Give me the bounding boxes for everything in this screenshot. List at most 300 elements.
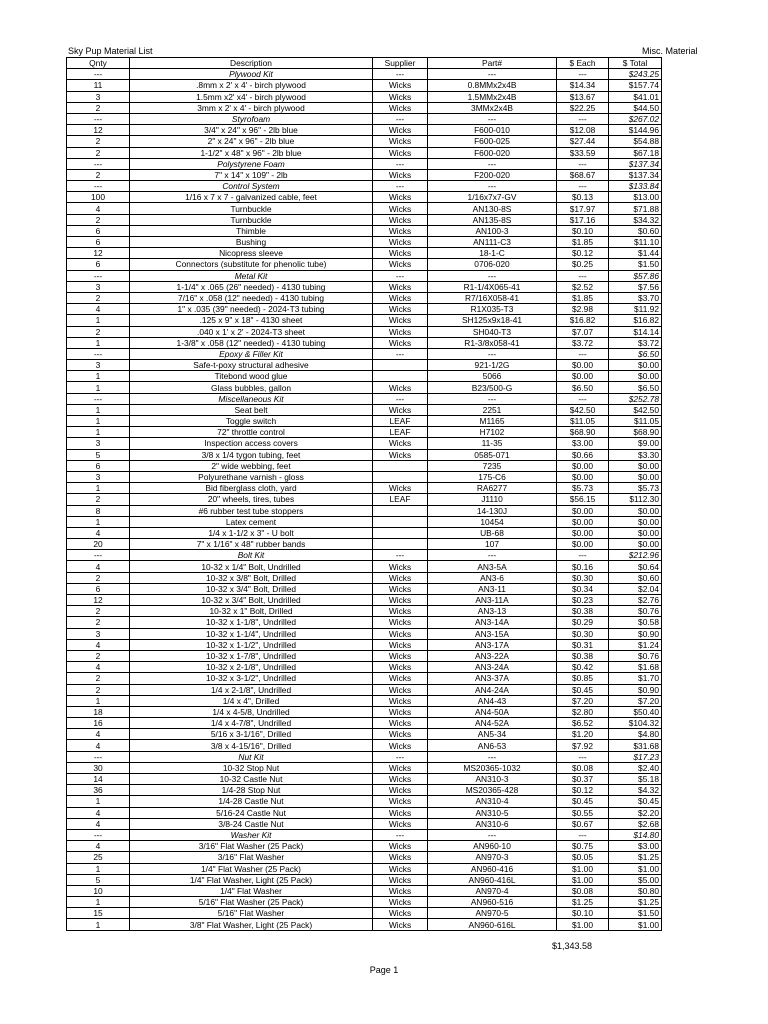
supplier-cell: Wicks xyxy=(373,673,428,684)
part-number-cell: AN970-3 xyxy=(428,852,557,863)
description-cell: 20" wheels, tires, tubes xyxy=(130,494,373,505)
total-cell: $1.00 xyxy=(609,919,662,930)
description-cell: Polyurethane varnish - gloss xyxy=(130,471,373,482)
table-row xyxy=(67,438,662,449)
supplier-cell: Wicks xyxy=(373,639,428,650)
qty-cell: 6 xyxy=(67,225,130,236)
supplier-cell: Wicks xyxy=(373,147,428,158)
total-cell: $1.25 xyxy=(609,897,662,908)
supplier-cell: Wicks xyxy=(373,774,428,785)
qty-cell: 4 xyxy=(67,203,130,214)
kit-header-row xyxy=(67,158,662,169)
table-row xyxy=(67,718,662,729)
unit-price-cell: $56.15 xyxy=(557,494,609,505)
description-cell: 10-32 Castle Nut xyxy=(130,774,373,785)
qty-cell: 1 xyxy=(67,371,130,382)
description-cell: 7" x 14" x 109" - 2lb xyxy=(130,169,373,180)
unit-price-cell: $27.44 xyxy=(557,136,609,147)
qty-cell: 30 xyxy=(67,762,130,773)
table-row xyxy=(67,561,662,572)
qty-cell: 2 xyxy=(67,673,130,684)
unit-price-cell: $17.16 xyxy=(557,214,609,225)
table-row xyxy=(67,852,662,863)
description-cell: Latex cement xyxy=(130,516,373,527)
qty-cell: 1 xyxy=(67,796,130,807)
unit-price-cell: $0.10 xyxy=(557,908,609,919)
supplier-cell: LEAF xyxy=(373,427,428,438)
supplier-cell: Wicks xyxy=(373,718,428,729)
table-row xyxy=(67,639,662,650)
qty-cell: --- xyxy=(67,393,130,404)
qty-cell: 12 xyxy=(67,248,130,259)
table-row xyxy=(67,460,662,471)
table-row xyxy=(67,404,662,415)
part-number-cell: AN310-5 xyxy=(428,807,557,818)
page-number: Page 1 xyxy=(369,965,399,975)
part-number-cell: AN4-43 xyxy=(428,695,557,706)
total-cell: $0.90 xyxy=(609,684,662,695)
description-cell: 10-32 x 3/8" Bolt, Drilled xyxy=(130,572,373,583)
part-number-cell: R1-3/8x058-41 xyxy=(428,337,557,348)
unit-price-cell: $5.73 xyxy=(557,483,609,494)
unit-price-cell: $0.00 xyxy=(557,516,609,527)
supplier-cell: Wicks xyxy=(373,919,428,930)
supplier-cell: Wicks xyxy=(373,706,428,717)
unit-price-cell: $0.00 xyxy=(557,539,609,550)
supplier-cell: Wicks xyxy=(373,572,428,583)
qty-cell: 1 xyxy=(67,516,130,527)
qty-cell: 18 xyxy=(67,706,130,717)
qty-cell: 1 xyxy=(67,483,130,494)
column-header-total: $ Total xyxy=(609,58,662,69)
total-cell: $0.80 xyxy=(609,885,662,896)
total-cell: $5.73 xyxy=(609,483,662,494)
supplier-cell: Wicks xyxy=(373,695,428,706)
table-row xyxy=(67,494,662,505)
part-number-cell: AN3-17A xyxy=(428,639,557,650)
qty-cell: 12 xyxy=(67,125,130,136)
table-row xyxy=(67,908,662,919)
table-row xyxy=(67,863,662,874)
part-number-cell: AN6-53 xyxy=(428,740,557,751)
supplier-cell: Wicks xyxy=(373,192,428,203)
unit-price-cell: $0.00 xyxy=(557,471,609,482)
table-row xyxy=(67,919,662,930)
description-cell: 10-32 x 1-1/2", Undrilled xyxy=(130,639,373,650)
total-cell: $1.25 xyxy=(609,852,662,863)
qty-cell: 6 xyxy=(67,237,130,248)
qty-cell: 11 xyxy=(67,80,130,91)
total-cell: $0.00 xyxy=(609,460,662,471)
qty-cell: 3 xyxy=(67,360,130,371)
total-cell: $11.92 xyxy=(609,304,662,315)
qty-cell: --- xyxy=(67,270,130,281)
unit-price-cell: $0.38 xyxy=(557,650,609,661)
qty-cell: 6 xyxy=(67,259,130,270)
qty-cell: 4 xyxy=(67,561,130,572)
table-row xyxy=(67,684,662,695)
table-row xyxy=(67,673,662,684)
qty-cell: 4 xyxy=(67,807,130,818)
description-cell: 7" x 1/16" x 48" rubber bands xyxy=(130,539,373,550)
kit-header-row xyxy=(67,751,662,762)
part-number-cell: AN4-24A xyxy=(428,684,557,695)
description-cell: 1-3/8" x .058 (12" needed) - 4130 tubing xyxy=(130,337,373,348)
unit-price-cell: $3.72 xyxy=(557,337,609,348)
description-cell: Toggle switch xyxy=(130,416,373,427)
description-cell: 1/16 x 7 x 7 - galvanized cable, feet xyxy=(130,192,373,203)
kit-header-row xyxy=(67,113,662,124)
total-cell: $50.40 xyxy=(609,706,662,717)
supplier-cell: Wicks xyxy=(373,606,428,617)
description-cell: 10-32 Stop Nut xyxy=(130,762,373,773)
table-row xyxy=(67,818,662,829)
part-number-cell: R1-1/4X065-41 xyxy=(428,281,557,292)
qty-cell: 2 xyxy=(67,326,130,337)
description-cell: 3mm x 2' x 4' - birch plywood xyxy=(130,102,373,113)
qty-cell: 2 xyxy=(67,102,130,113)
supplier-cell: --- xyxy=(373,69,428,80)
unit-price-cell: $2.80 xyxy=(557,706,609,717)
supplier-cell: Wicks xyxy=(373,617,428,628)
description-cell: 1/4 x 4-5/8, Undrilled xyxy=(130,706,373,717)
description-cell: Epoxy & Filler Kit xyxy=(130,348,373,359)
qty-cell: --- xyxy=(67,69,130,80)
qty-cell: 2 xyxy=(67,617,130,628)
qty-cell: 1 xyxy=(67,404,130,415)
table-row xyxy=(67,371,662,382)
part-number-cell: AN3-37A xyxy=(428,673,557,684)
description-cell: Control System xyxy=(130,181,373,192)
unit-price-cell: $33.59 xyxy=(557,147,609,158)
qty-cell: --- xyxy=(67,348,130,359)
table-row xyxy=(67,315,662,326)
unit-price-cell: --- xyxy=(557,550,609,561)
table-row xyxy=(67,304,662,315)
description-cell: 1.5mm x2' x4' - birch plywood xyxy=(130,91,373,102)
qty-cell: 4 xyxy=(67,304,130,315)
description-cell: #6 rubber test tube stoppers xyxy=(130,505,373,516)
part-number-cell: --- xyxy=(428,181,557,192)
column-header-part: Part# xyxy=(428,58,557,69)
part-number-cell: 5066 xyxy=(428,371,557,382)
total-cell: $1.70 xyxy=(609,673,662,684)
total-cell: $2.40 xyxy=(609,762,662,773)
supplier-cell: --- xyxy=(373,158,428,169)
total-cell: $0.64 xyxy=(609,561,662,572)
supplier-cell: --- xyxy=(373,751,428,762)
description-cell: .8mm x 2' x 4' - birch plywood xyxy=(130,80,373,91)
description-cell: 3/8 x 4-15/16", Drilled xyxy=(130,740,373,751)
column-header-each: $ Each xyxy=(557,58,609,69)
table-row xyxy=(67,169,662,180)
unit-price-cell: $1.85 xyxy=(557,292,609,303)
description-cell: Seat belt xyxy=(130,404,373,415)
table-row xyxy=(67,237,662,248)
part-number-cell: --- xyxy=(428,829,557,840)
description-cell: .040 x 1' x 2' - 2024-T3 sheet xyxy=(130,326,373,337)
part-number-cell: AN960-416 xyxy=(428,863,557,874)
supplier-cell xyxy=(373,516,428,527)
qty-cell: 3 xyxy=(67,91,130,102)
unit-price-cell: --- xyxy=(557,348,609,359)
part-number-cell: AN3-5A xyxy=(428,561,557,572)
qty-cell: --- xyxy=(67,550,130,561)
supplier-cell: --- xyxy=(373,393,428,404)
table-row xyxy=(67,785,662,796)
description-cell: Styrofoam xyxy=(130,113,373,124)
supplier-cell: Wicks xyxy=(373,315,428,326)
total-cell: $243.25 xyxy=(609,69,662,80)
total-cell: $4.32 xyxy=(609,785,662,796)
qty-cell: 2 xyxy=(67,684,130,695)
part-number-cell: 10454 xyxy=(428,516,557,527)
total-cell: $144.96 xyxy=(609,125,662,136)
part-number-cell: SH125x9x18-41 xyxy=(428,315,557,326)
part-number-cell: 107 xyxy=(428,539,557,550)
qty-cell: 1 xyxy=(67,897,130,908)
unit-price-cell: $0.30 xyxy=(557,628,609,639)
unit-price-cell: $0.00 xyxy=(557,360,609,371)
unit-price-cell: --- xyxy=(557,113,609,124)
unit-price-cell: $0.00 xyxy=(557,505,609,516)
supplier-cell: Wicks xyxy=(373,729,428,740)
description-cell: 10-32 x 1-1/8", Undrilled xyxy=(130,617,373,628)
table-row xyxy=(67,225,662,236)
supplier-cell: Wicks xyxy=(373,874,428,885)
description-cell: 3/8-24 Castle Nut xyxy=(130,818,373,829)
supplier-cell: Wicks xyxy=(373,337,428,348)
part-number-cell: 175-C6 xyxy=(428,471,557,482)
total-cell: $0.00 xyxy=(609,360,662,371)
unit-price-cell: $7.20 xyxy=(557,695,609,706)
part-number-cell: 1.5MMx2x4B xyxy=(428,91,557,102)
table-row xyxy=(67,572,662,583)
qty-cell: 1 xyxy=(67,315,130,326)
table-row xyxy=(67,281,662,292)
supplier-cell: Wicks xyxy=(373,483,428,494)
supplier-cell: Wicks xyxy=(373,449,428,460)
total-cell: $54.88 xyxy=(609,136,662,147)
unit-price-cell: $22.25 xyxy=(557,102,609,113)
unit-price-cell: $6.50 xyxy=(557,382,609,393)
table-row xyxy=(67,505,662,516)
part-number-cell: AN4-50A xyxy=(428,706,557,717)
supplier-cell: LEAF xyxy=(373,416,428,427)
supplier-cell: Wicks xyxy=(373,136,428,147)
total-cell: $133.84 xyxy=(609,181,662,192)
qty-cell: 2 xyxy=(67,494,130,505)
supplier-cell: Wicks xyxy=(373,438,428,449)
supplier-cell: Wicks xyxy=(373,561,428,572)
total-cell: $3.30 xyxy=(609,449,662,460)
description-cell: 3/16" Flat Washer (25 Pack) xyxy=(130,841,373,852)
qty-cell: 2 xyxy=(67,292,130,303)
unit-price-cell: $12.08 xyxy=(557,125,609,136)
description-cell: 1-1/4" x .065 (26" needed) - 4130 tubing xyxy=(130,281,373,292)
description-cell: 1/4-28 Castle Nut xyxy=(130,796,373,807)
unit-price-cell: --- xyxy=(557,829,609,840)
unit-price-cell: $0.23 xyxy=(557,595,609,606)
table-row xyxy=(67,80,662,91)
description-cell: Nut Kit xyxy=(130,751,373,762)
unit-price-cell: $0.10 xyxy=(557,225,609,236)
table-row xyxy=(67,102,662,113)
qty-cell: 20 xyxy=(67,539,130,550)
qty-cell: 8 xyxy=(67,505,130,516)
qty-cell: 4 xyxy=(67,818,130,829)
unit-price-cell: $6.52 xyxy=(557,718,609,729)
description-cell: Metal Kit xyxy=(130,270,373,281)
description-cell: Bolt Kit xyxy=(130,550,373,561)
total-cell: $0.00 xyxy=(609,527,662,538)
supplier-cell: Wicks xyxy=(373,583,428,594)
column-header-qnty: Qnty xyxy=(67,58,130,69)
unit-price-cell: $0.13 xyxy=(557,192,609,203)
supplier-cell xyxy=(373,505,428,516)
description-cell: 3/4" x 24" x 96" - 2lb blue xyxy=(130,125,373,136)
qty-cell: 3 xyxy=(67,281,130,292)
part-number-cell: 0.8MMx2x4B xyxy=(428,80,557,91)
kit-header-row xyxy=(67,393,662,404)
total-cell: $14.80 xyxy=(609,829,662,840)
unit-price-cell: $0.45 xyxy=(557,684,609,695)
qty-cell: 1 xyxy=(67,863,130,874)
description-cell: Plywood Kit xyxy=(130,69,373,80)
description-cell: 10-32 x 1/4" Bolt, Undrilled xyxy=(130,561,373,572)
unit-price-cell: $3.00 xyxy=(557,438,609,449)
qty-cell: 6 xyxy=(67,460,130,471)
qty-cell: 4 xyxy=(67,527,130,538)
part-number-cell: 921-1/2G xyxy=(428,360,557,371)
unit-price-cell: $1.25 xyxy=(557,897,609,908)
column-header-description: Description xyxy=(130,58,373,69)
part-number-cell: AN100-3 xyxy=(428,225,557,236)
unit-price-cell: $0.55 xyxy=(557,807,609,818)
table-row xyxy=(67,449,662,460)
total-cell: $157.74 xyxy=(609,80,662,91)
total-cell: $2.68 xyxy=(609,818,662,829)
part-number-cell: AN3-11 xyxy=(428,583,557,594)
unit-price-cell: $17.97 xyxy=(557,203,609,214)
part-number-cell: M1165 xyxy=(428,416,557,427)
description-cell: 1/4-28 Stop Nut xyxy=(130,785,373,796)
table-row xyxy=(67,248,662,259)
qty-cell: 4 xyxy=(67,841,130,852)
table-row xyxy=(67,416,662,427)
total-cell: $11.05 xyxy=(609,416,662,427)
table-row xyxy=(67,91,662,102)
qty-cell: 1 xyxy=(67,427,130,438)
total-cell: $44.50 xyxy=(609,102,662,113)
table-row xyxy=(67,706,662,717)
qty-cell: --- xyxy=(67,829,130,840)
description-cell: 1-1/2" x 48" x 96" - 2lb blue xyxy=(130,147,373,158)
table-row xyxy=(67,617,662,628)
supplier-cell: Wicks xyxy=(373,662,428,673)
unit-price-cell: $2.98 xyxy=(557,304,609,315)
qty-cell: 1 xyxy=(67,416,130,427)
qty-cell: 16 xyxy=(67,718,130,729)
supplier-cell: Wicks xyxy=(373,762,428,773)
total-cell: $267.02 xyxy=(609,113,662,124)
total-cell: $112.30 xyxy=(609,494,662,505)
qty-cell: 25 xyxy=(67,852,130,863)
supplier-cell: Wicks xyxy=(373,897,428,908)
part-number-cell: AN960-416L xyxy=(428,874,557,885)
part-number-cell: H7102 xyxy=(428,427,557,438)
part-number-cell: AN960-516 xyxy=(428,897,557,908)
unit-price-cell: $0.25 xyxy=(557,259,609,270)
total-cell: $0.76 xyxy=(609,650,662,661)
table-row xyxy=(67,125,662,136)
qty-cell: 10 xyxy=(67,885,130,896)
table-row xyxy=(67,382,662,393)
part-number-cell: 7235 xyxy=(428,460,557,471)
table-row xyxy=(67,650,662,661)
unit-price-cell: $0.08 xyxy=(557,762,609,773)
unit-price-cell: $1.00 xyxy=(557,919,609,930)
unit-price-cell: $68.90 xyxy=(557,427,609,438)
description-cell: 1/4 x 1-1/2 x 3" - U bolt xyxy=(130,527,373,538)
supplier-cell: Wicks xyxy=(373,304,428,315)
part-number-cell: AN3-6 xyxy=(428,572,557,583)
total-cell: $6.50 xyxy=(609,348,662,359)
part-number-cell: --- xyxy=(428,550,557,561)
unit-price-cell: --- xyxy=(557,393,609,404)
supplier-cell xyxy=(373,471,428,482)
part-number-cell: R1X035-T3 xyxy=(428,304,557,315)
part-number-cell: --- xyxy=(428,751,557,762)
part-number-cell: 2251 xyxy=(428,404,557,415)
qty-cell: 3 xyxy=(67,471,130,482)
unit-price-cell: $68.67 xyxy=(557,169,609,180)
total-cell: $0.00 xyxy=(609,516,662,527)
qty-cell: 2 xyxy=(67,136,130,147)
description-cell: .125 x 9" x 18" - 4130 sheet xyxy=(130,315,373,326)
unit-price-cell: $7.92 xyxy=(557,740,609,751)
unit-price-cell: $0.67 xyxy=(557,818,609,829)
table-row xyxy=(67,807,662,818)
total-cell: $3.70 xyxy=(609,292,662,303)
table-row xyxy=(67,203,662,214)
description-cell: 3/8 x 1/4 tygon tubing, feet xyxy=(130,449,373,460)
unit-price-cell: $0.00 xyxy=(557,371,609,382)
total-cell: $6.50 xyxy=(609,382,662,393)
unit-price-cell: $42.50 xyxy=(557,404,609,415)
qty-cell: --- xyxy=(67,751,130,762)
supplier-cell: Wicks xyxy=(373,203,428,214)
part-number-cell: 0585-071 xyxy=(428,449,557,460)
unit-price-cell: $0.45 xyxy=(557,796,609,807)
part-number-cell: UB-68 xyxy=(428,527,557,538)
unit-price-cell: $0.66 xyxy=(557,449,609,460)
part-number-cell: AN3-22A xyxy=(428,650,557,661)
table-row xyxy=(67,897,662,908)
qty-cell: --- xyxy=(67,181,130,192)
unit-price-cell: --- xyxy=(557,270,609,281)
supplier-cell: Wicks xyxy=(373,91,428,102)
kit-header-row xyxy=(67,829,662,840)
total-cell: $1.24 xyxy=(609,639,662,650)
supplier-cell: Wicks xyxy=(373,169,428,180)
total-cell: $14.14 xyxy=(609,326,662,337)
description-cell: 10-32 x 2-1/8", Undrilled xyxy=(130,662,373,673)
total-cell: $0.60 xyxy=(609,572,662,583)
supplier-cell: --- xyxy=(373,829,428,840)
qty-cell: 2 xyxy=(67,214,130,225)
table-row xyxy=(67,695,662,706)
